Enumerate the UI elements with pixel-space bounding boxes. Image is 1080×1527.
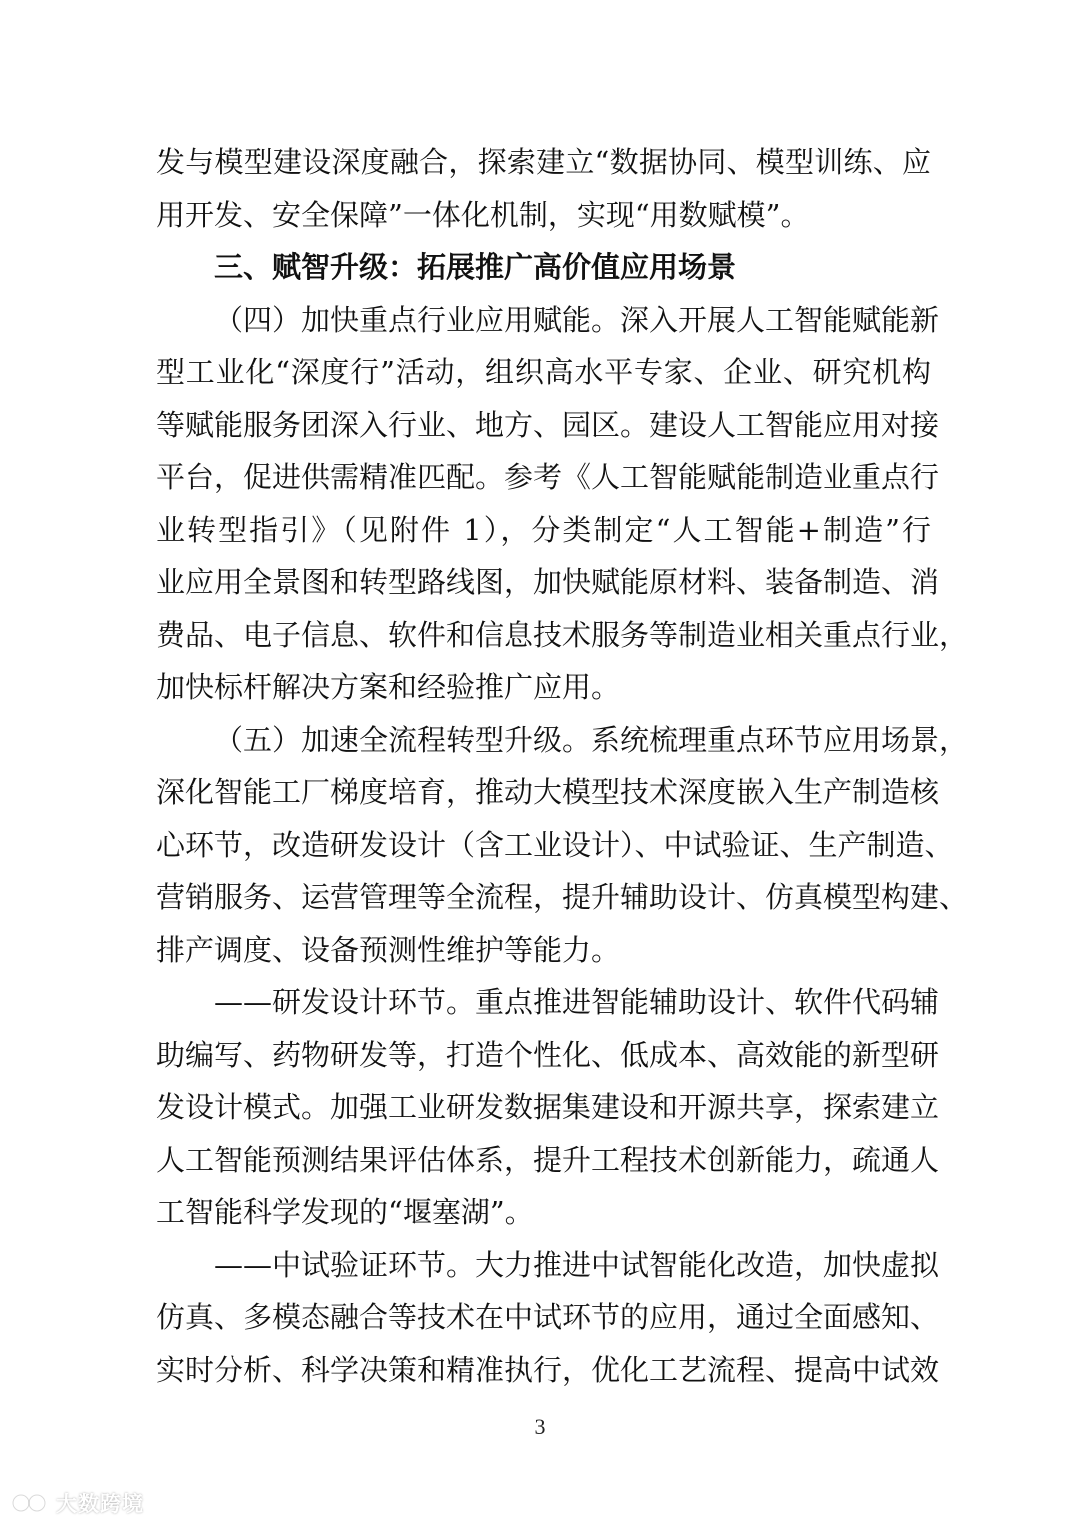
body-line-11: 加快标杆解决方案和经验推广应用。 (156, 670, 621, 704)
body-line-17: ——研发设计环节。重点推进智能辅助设计、软件代码辅 (214, 985, 940, 1019)
body-line-6: 等赋能服务团深入行业、地方、园区。建设人工智能应用对接 (156, 407, 940, 442)
body-line-5: 型工业化“深度行”活动，组织高水平专家、企业、研究机构 (156, 355, 931, 389)
body-line-1: 发与模型建设深度融合，探索建立“数据协同、模型训练、应 (156, 145, 931, 179)
watermark (10, 1486, 144, 1520)
body-line-12: （五）加速全流程转型升级。系统梳理重点环节应用场景， (214, 722, 969, 757)
body-line-16: 排产调度、设备预测性维护等能力。 (156, 932, 621, 967)
body-line-7: 平台，促进供需精准匹配。参考《人工智能赋能制造业重点行 (156, 460, 940, 494)
body-line-19: 发设计模式。加强工业研发数据集建设和开源共享，探索建立 (156, 1090, 940, 1124)
body-line-14: 心环节，改造研发设计（含工业设计）、中试验证、生产制造、 (156, 827, 954, 862)
body-line-9: 业应用全景图和转型路线图，加快赋能原材料、装备制造、消 (156, 565, 940, 599)
document-body (156, 136, 969, 1396)
watermark-text: 大数跨境 (56, 1492, 144, 1516)
brand-logo-icon (10, 1488, 50, 1518)
body-line-18: 助编写、药物研发等，打造个性化、低成本、高效能的新型研 (156, 1037, 940, 1072)
body-line-20: 人工智能预测结果评估体系，提升工程技术创新能力，疏通人 (156, 1142, 940, 1177)
body-line-13: 深化智能工厂梯度培育，推动大模型技术深度嵌入生产制造核 (156, 775, 940, 809)
body-line-21: 工智能科学发现的“堰塞湖”。 (156, 1195, 534, 1229)
body-line-15: 营销服务、运营管理等全流程，提升辅助设计、仿真模型构建、 (156, 880, 969, 914)
body-line-4: （四）加快重点行业应用赋能。深入开展人工智能赋能新 (214, 302, 940, 337)
body-line-23: 仿真、多模态融合等技术在中试环节的应用，通过全面感知、 (156, 1300, 940, 1334)
body-line-10: 费品、电子信息、软件和信息技术服务等制造业相关重点行业， (156, 617, 969, 652)
body-line-24: 实时分析、科学决策和精准执行，优化工艺流程、提高中试效 (156, 1352, 940, 1387)
body-line-2: 用开发、安全保障”一体化机制，实现“用数赋模”。 (156, 197, 810, 232)
section-heading: 三、赋智升级：拓展推广高价值应用场景 (214, 250, 737, 284)
page-number: 3 (534, 1414, 546, 1439)
body-line-8: 业转型指引》（见附件 1），分类制定“人工智能+制造”行 (156, 512, 931, 547)
body-line-22: ——中试验证环节。大力推进中试智能化改造，加快虚拟 (214, 1247, 940, 1282)
